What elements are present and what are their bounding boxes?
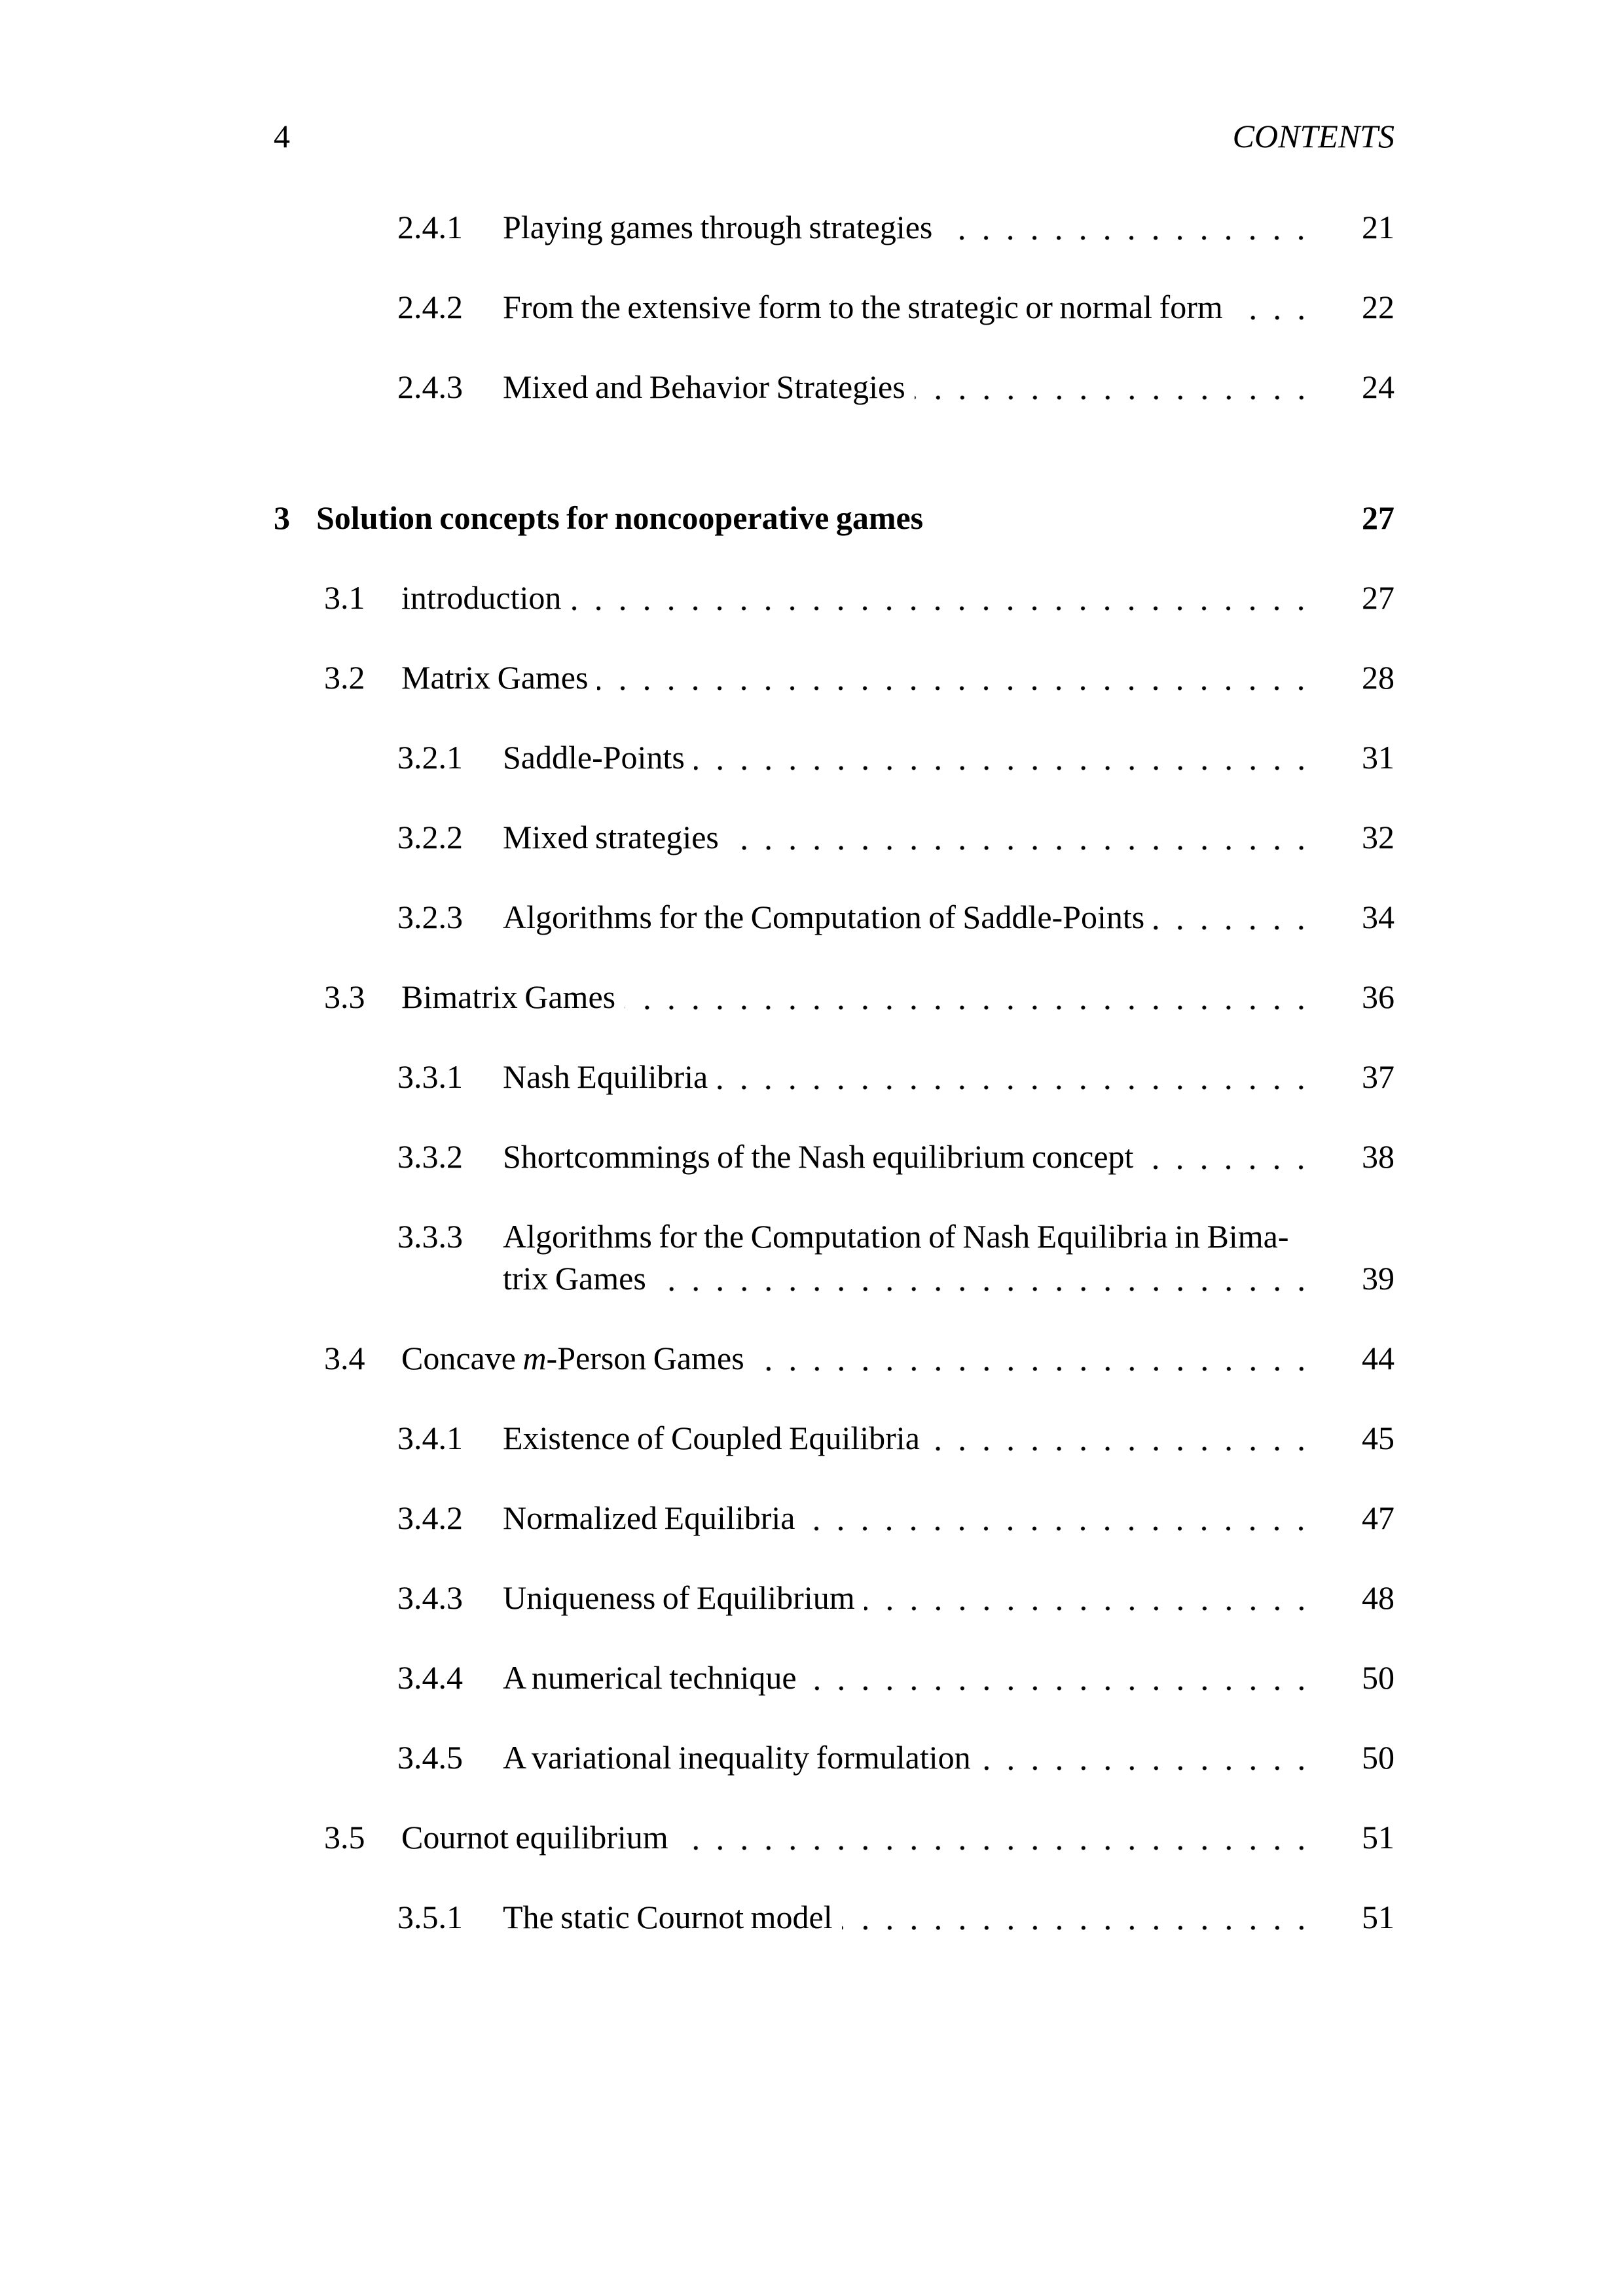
toc-title-line — [503, 1215, 1329, 1257]
title-text: Normalized Equilibria — [503, 1499, 795, 1536]
title-text: trix Games — [503, 1260, 646, 1297]
toc-title-line — [401, 1816, 1329, 1858]
toc-title-line — [401, 976, 1329, 1018]
toc-entry-number: 2.4.3 — [397, 368, 463, 405]
toc-entry — [274, 1337, 1395, 1379]
toc-list — [274, 206, 1395, 1938]
toc-entry — [274, 736, 1395, 778]
toc-entry-number: 3.3.2 — [397, 1138, 463, 1175]
toc-entry-title — [503, 1056, 1329, 1098]
toc-entry-number: 3 — [274, 499, 290, 536]
toc-entry-number: 3.4.5 — [397, 1739, 463, 1776]
toc-entry-number: 3.4.1 — [397, 1420, 463, 1456]
toc-entry-page: 36 — [1362, 978, 1395, 1015]
toc-entry-title — [401, 577, 1329, 619]
title-text: Uniqueness of Equilibrium — [503, 1579, 855, 1616]
toc-entry — [274, 1417, 1395, 1459]
toc-entry-number: 3.2 — [324, 659, 365, 696]
toc-entry — [274, 1657, 1395, 1698]
toc-entry-page: 47 — [1362, 1499, 1395, 1536]
title-text: Existence of Coupled Equilibria — [503, 1420, 920, 1456]
toc-title-line — [503, 1136, 1329, 1177]
toc-title-line — [503, 816, 1329, 858]
toc-entry-number: 3.2.1 — [397, 739, 463, 776]
toc-entry-page: 45 — [1362, 1420, 1395, 1456]
toc-entry — [274, 896, 1395, 938]
title-text: From the extensive form to the strategic or normal form — [503, 289, 1223, 325]
toc-entry — [274, 1577, 1395, 1619]
toc-title-line — [503, 896, 1329, 938]
toc-entry — [274, 1896, 1395, 1938]
toc-entry-page: 27 — [1362, 499, 1395, 536]
title-text: A variational inequality formulation — [503, 1739, 971, 1776]
toc-entry-title — [503, 816, 1329, 858]
toc-entry-title — [503, 1896, 1329, 1938]
title-text: Bimatrix Games — [401, 978, 616, 1015]
title-text: Cournot equilibrium — [401, 1819, 668, 1856]
title-text: Mixed strategies — [503, 819, 719, 855]
title-text: Matrix Games — [401, 659, 589, 696]
dot-leader — [678, 1816, 1317, 1858]
dot-leader — [806, 1657, 1317, 1698]
toc-entry-number: 3.1 — [324, 579, 365, 616]
toc-entry-title — [503, 1417, 1329, 1459]
toc-entry-number: 3.3.1 — [397, 1058, 463, 1095]
toc-entry-page: 51 — [1362, 1899, 1395, 1935]
toc-entry — [274, 976, 1395, 1018]
toc-entry-page: 21 — [1362, 209, 1395, 245]
toc-entry-title — [401, 1816, 1329, 1858]
dot-leader — [625, 976, 1317, 1018]
toc-entry — [274, 1736, 1395, 1778]
toc-entry — [274, 1497, 1395, 1539]
toc-entry-title — [503, 1497, 1329, 1539]
title-text: Nash Equilibria — [503, 1058, 708, 1095]
dot-leader — [1142, 1136, 1317, 1177]
toc-title-line — [503, 1577, 1329, 1619]
toc-entry-page: 39 — [1362, 1260, 1395, 1297]
toc-title-line — [503, 366, 1329, 408]
toc-entry — [274, 286, 1395, 328]
toc-title-line — [316, 497, 1329, 539]
toc-entry-title — [503, 1657, 1329, 1698]
toc-entry-title — [503, 1215, 1329, 1299]
toc-entry-title — [503, 1736, 1329, 1778]
toc-entry-page: 51 — [1362, 1819, 1395, 1856]
toc-entry — [274, 1056, 1395, 1098]
dot-leader — [728, 816, 1317, 858]
toc-title-line — [503, 1417, 1329, 1459]
toc-entry-page: 37 — [1362, 1058, 1395, 1095]
toc-entry — [274, 656, 1395, 698]
title-text: Mixed and Behavior Strategies — [503, 368, 905, 405]
dot-leader — [1232, 286, 1317, 328]
toc-entry-title — [503, 286, 1329, 328]
toc-entry-page: 27 — [1362, 579, 1395, 616]
toc-title-line — [401, 1337, 1329, 1379]
toc-entry-number: 3.4.4 — [397, 1659, 463, 1696]
toc-entry-number: 3.2.2 — [397, 819, 463, 855]
dot-leader — [842, 1896, 1317, 1938]
toc-entry-title — [503, 736, 1329, 778]
toc-entry-title — [503, 206, 1329, 248]
toc-entry-page: 50 — [1362, 1739, 1395, 1776]
toc-entry — [274, 1215, 1395, 1299]
dot-leader — [694, 736, 1317, 778]
toc-entry-title — [316, 497, 1329, 539]
toc-entry-page: 34 — [1362, 899, 1395, 935]
toc-entry-title — [503, 366, 1329, 408]
title-text: Concave — [401, 1340, 523, 1376]
toc-entry-title — [401, 1337, 1329, 1379]
toc-entry-page: 31 — [1362, 739, 1395, 776]
toc-entry-page: 48 — [1362, 1579, 1395, 1616]
toc-entry-number: 3.3.3 — [397, 1218, 463, 1255]
toc-title-line — [401, 577, 1329, 619]
toc-entry-page: 22 — [1362, 289, 1395, 325]
dot-leader — [570, 577, 1317, 619]
toc-title-line — [503, 1257, 1329, 1299]
toc-entry-title — [503, 1577, 1329, 1619]
dot-leader — [597, 656, 1317, 698]
toc-entry-number: 3.5 — [324, 1819, 365, 1856]
toc-entry-page: 50 — [1362, 1659, 1395, 1696]
toc-title-line — [503, 1736, 1329, 1778]
toc-entry-title — [401, 656, 1329, 698]
toc-entry-page: 44 — [1362, 1340, 1395, 1376]
toc-title-line — [503, 1497, 1329, 1539]
dot-leader — [980, 1736, 1317, 1778]
toc-title-line — [503, 1056, 1329, 1098]
toc-entry-page: 38 — [1362, 1138, 1395, 1175]
title-text: m — [522, 1340, 547, 1376]
dot-leader — [929, 1417, 1317, 1459]
title-text: Saddle-Points — [503, 739, 685, 776]
toc-title-line — [503, 736, 1329, 778]
toc-title-line — [503, 1896, 1329, 1938]
title-text: Algorithms for the Computation of Saddle-Points — [503, 899, 1145, 935]
toc-title-line — [401, 656, 1329, 698]
toc-entry — [274, 816, 1395, 858]
title-text: A numerical technique — [503, 1659, 797, 1696]
toc-entry-number: 3.3 — [324, 978, 365, 1015]
dot-leader — [941, 206, 1317, 248]
toc-entry-title — [503, 1136, 1329, 1177]
dot-leader — [864, 1577, 1317, 1619]
toc-entry-number: 3.4.2 — [397, 1499, 463, 1536]
toc-entry — [274, 1816, 1395, 1858]
toc-entry — [274, 206, 1395, 248]
title-text: Algorithms for the Computation of Nash Equilibria in Bima- — [503, 1218, 1289, 1255]
toc-title-line — [503, 1657, 1329, 1698]
dot-leader — [655, 1257, 1317, 1299]
dot-leader — [754, 1337, 1317, 1379]
toc-entry-page: 24 — [1362, 368, 1395, 405]
dot-leader — [717, 1056, 1317, 1098]
running-header: CONTENTS — [1232, 118, 1395, 154]
toc-entry — [274, 577, 1395, 619]
toc-entry-title — [401, 976, 1329, 1018]
toc-entry-page: 28 — [1362, 659, 1395, 696]
toc-entry-page: 32 — [1362, 819, 1395, 855]
toc-entry — [274, 497, 1395, 539]
dot-leader — [915, 366, 1317, 408]
toc-entry-number: 3.2.3 — [397, 899, 463, 935]
toc-title-line — [503, 286, 1329, 328]
title-text: Playing games through strategies — [503, 209, 933, 245]
toc-entry-number: 3.5.1 — [397, 1899, 463, 1935]
title-text: The static Cournot model — [503, 1899, 833, 1935]
toc-title-line — [503, 206, 1329, 248]
dot-leader — [1154, 896, 1317, 938]
toc-entry — [274, 1136, 1395, 1177]
toc-entry-number: 3.4.3 — [397, 1579, 463, 1616]
toc-entry-number: 2.4.1 — [397, 209, 463, 245]
title-text: introduction — [401, 579, 562, 616]
title-text: Shortcommings of the Nash equilibrium concept — [503, 1138, 1134, 1175]
toc-entry-number: 2.4.2 — [397, 289, 463, 325]
page-header — [274, 0, 1395, 152]
toc-entry-number: 3.4 — [324, 1340, 365, 1376]
title-text: Solution concepts for noncooperative games — [316, 499, 924, 536]
dot-leader — [804, 1497, 1317, 1539]
title-text: -Person Games — [546, 1340, 744, 1376]
toc-entry — [274, 366, 1395, 408]
toc-entry-title — [503, 896, 1329, 938]
page-number: 4 — [274, 118, 290, 154]
